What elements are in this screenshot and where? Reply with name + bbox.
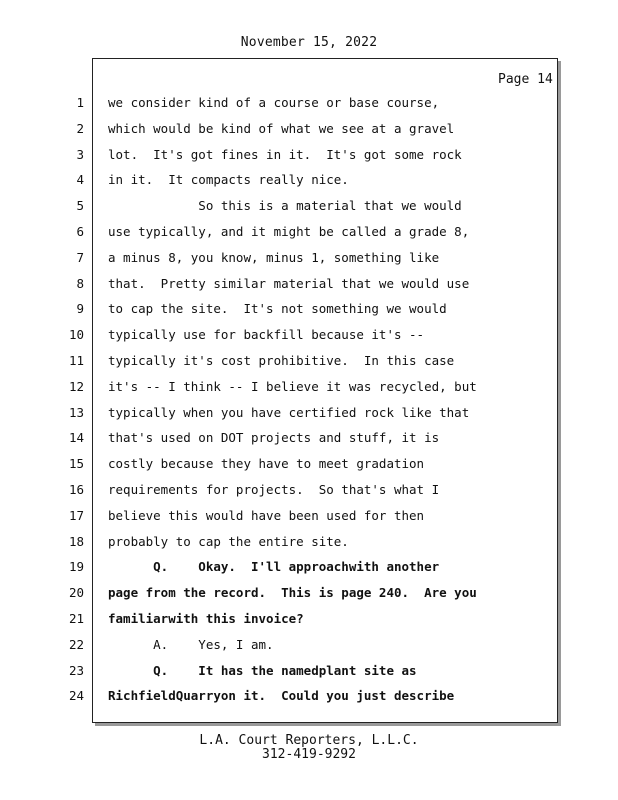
line-number: 10 [68, 327, 84, 343]
line-number: 24 [68, 688, 84, 704]
line-number: 16 [68, 482, 84, 497]
transcript-line: we consider kind of a course or base course, [108, 95, 440, 110]
line-number: 21 [68, 611, 84, 626]
line-number: 2 [76, 120, 84, 136]
line-number: 19 [68, 559, 84, 575]
line-number: 13 [68, 404, 84, 420]
transcript-line: costly because they have to meet gradation [108, 456, 425, 472]
transcript-line: typically use for backfill because it's -- [108, 327, 425, 343]
line-number: 1 [76, 95, 84, 110]
line-number: 11 [68, 353, 84, 368]
line-number: 14 [68, 430, 84, 446]
footer-company: L.A. Court Reporters, L.L.C. [199, 733, 419, 748]
line-number: 6 [76, 224, 84, 239]
transcript-line: So this is a material that we would [108, 198, 462, 214]
transcript-line: lot. It's got fines in it. It's got some rock [108, 146, 462, 162]
transcript-line: RichfieldQuarryon it. Could you just describe [108, 688, 455, 704]
transcript-line: use typically, and it might be called a grade 8, [108, 224, 470, 239]
line-number: 12 [68, 378, 84, 394]
line-number: 15 [68, 456, 84, 472]
footer-phone: 312-419-9292 [262, 747, 356, 762]
transcript-line: Q. Okay. I'll approachwith another [108, 559, 440, 575]
transcript-line: Q. It has the namedplant site as [108, 662, 417, 678]
header-date: November 15, 2022 [240, 35, 378, 50]
line-number: 22 [68, 636, 84, 652]
transcript-line: typically when you have certified rock like that [108, 404, 470, 420]
line-number: 8 [76, 275, 84, 291]
transcript-line: A. Yes, I am. [108, 636, 274, 652]
transcript-line: a minus 8, you know, minus 1, something like [108, 249, 440, 265]
transcript-line: probably to cap the entire site. [108, 533, 349, 549]
line-number: 23 [68, 662, 84, 678]
transcript-line: in it. It compacts really nice. [108, 172, 349, 188]
line-number: 20 [68, 585, 84, 601]
line-number: 3 [76, 146, 84, 162]
transcript-line: requirements for projects. So that's what I [108, 482, 440, 497]
transcript-line: familiarwith this invoice? [108, 611, 304, 626]
transcript-line: typically it's cost prohibitive. In this case [108, 353, 455, 368]
line-number: 5 [76, 198, 84, 214]
line-number: 7 [76, 249, 84, 265]
page-number-label: Page 14 [498, 72, 553, 87]
transcript-line: to cap the site. It's not something we would [108, 301, 447, 317]
transcript-line: that. Pretty similar material that we would use [108, 275, 470, 291]
transcript-line: that's used on DOT projects and stuff, it is [108, 430, 440, 446]
transcript-line: page from the record. This is page 240. Are you [108, 585, 477, 601]
line-number: 4 [76, 172, 84, 188]
transcript-line: which would be kind of what we see at a gravel [108, 120, 455, 136]
line-number: 18 [68, 533, 84, 549]
transcript-line: it's -- I think -- I believe it was recycled, but [108, 378, 477, 394]
line-number: 17 [68, 507, 84, 523]
line-number: 9 [76, 301, 84, 317]
transcript-line: believe this would have been used for then [108, 507, 425, 523]
